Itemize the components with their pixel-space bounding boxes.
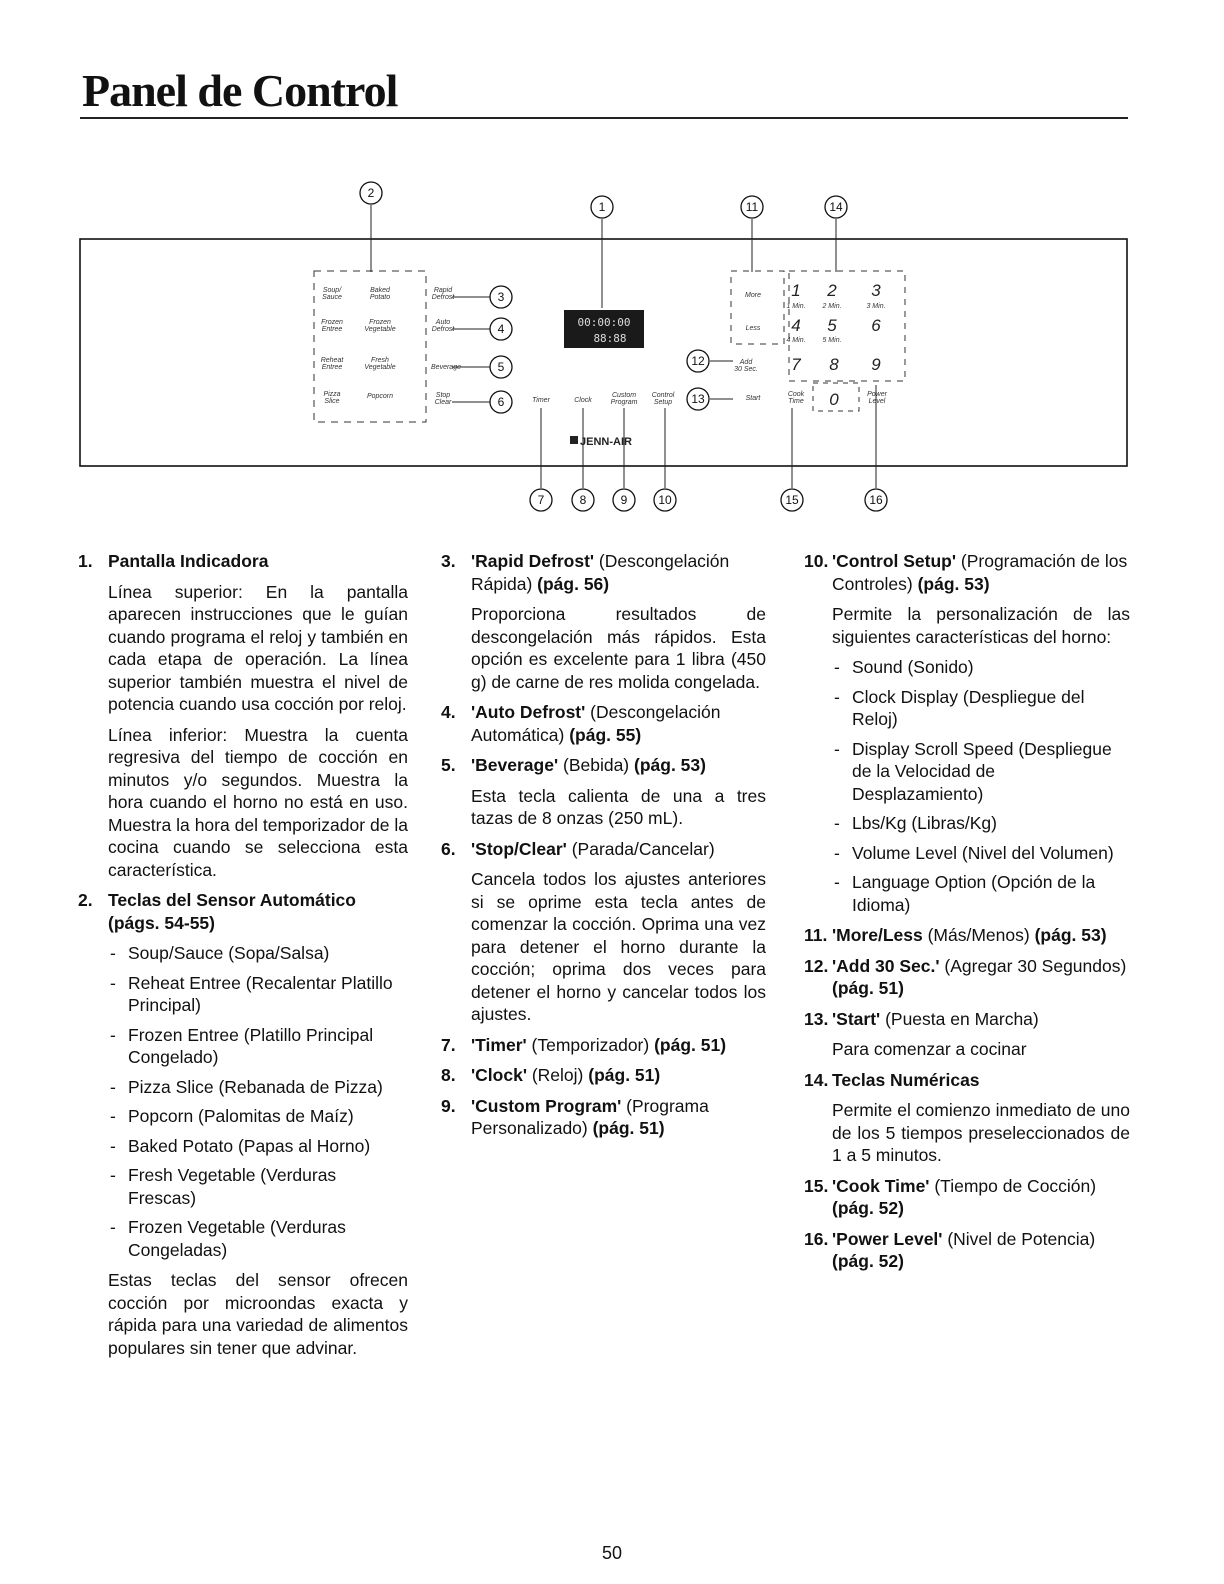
control-setup-key-label: Control Setup [651, 392, 675, 406]
list-item: - Display Scroll Speed (Despliegue de la Velocidad de Desplazamiento) [832, 738, 1130, 806]
keypad-digit: 1 [791, 281, 801, 300]
item-number: 12. [804, 955, 829, 976]
callout-2 [360, 182, 382, 204]
callout-number: 10 [658, 493, 672, 507]
list-item: - Clock Display (Despliegue del Reloj) [832, 686, 1130, 731]
list-item: - Lbs/Kg (Libras/Kg) [832, 812, 1130, 835]
cook-time-key-label: Cook Time [787, 391, 805, 405]
timer-key-label: Timer [532, 397, 550, 404]
item-9 [441, 1095, 766, 1140]
sensor-key-label: Reheat Entree [320, 357, 344, 371]
keypad-digit: 3 [871, 281, 881, 300]
item-key: 'Cook Time' [832, 1175, 930, 1196]
item-desc: (Agregar 30 Segundos) [939, 955, 1127, 976]
power-level-key-label: Power Level [867, 391, 887, 405]
callout-number: 7 [537, 493, 545, 507]
display-line-bottom: 88:88 [593, 332, 627, 345]
item-5 [441, 754, 766, 777]
side-key-label: Stop Clear [434, 392, 452, 406]
callout-7 [530, 489, 552, 511]
item-1-para-bottom: Línea inferior: Muestra la cuenta regresiva del tiempo de cocción en minutos y/o segundos. Muestra la hora cuando el horno no está en uso. Muestra la hora del temporizador de la cocina cuando se selecciona esta característica. [108, 724, 408, 880]
keypad-digit: 4 [791, 316, 801, 335]
keypad-digit: 5 [827, 316, 837, 335]
item-number: 1. [78, 551, 93, 571]
panel-outline [80, 239, 1127, 466]
item-key: 'Timer' [471, 1034, 527, 1055]
more-key-label: More [745, 292, 761, 299]
callout-12 [687, 350, 709, 372]
item-title: Pantalla Indicadora [108, 551, 269, 571]
item-key: 'Power Level' [832, 1228, 943, 1249]
sensor-key-label: Soup/ Sauce [322, 287, 342, 301]
item-number: 15. [804, 1175, 829, 1196]
sensor-key-label: Baked Potato [369, 287, 391, 301]
item-6 [441, 838, 766, 861]
item-key: 'Rapid Defrost' [471, 551, 595, 571]
item-10-para: Permite la personalización de las siguientes características del horno: [832, 604, 1130, 647]
item-number: 2. [78, 890, 93, 910]
item-desc: (Descongelación Automática) [471, 702, 721, 745]
keypad-sublabel: 3 Min. [866, 303, 886, 310]
sensor-key-label: Frozen Entree [321, 319, 343, 333]
item-number: 3. [441, 551, 456, 571]
item-key: 'Custom Program' [471, 1095, 622, 1116]
custom-program-key-label: Custom Program [610, 392, 638, 406]
callout-1 [591, 196, 613, 218]
keypad-box [789, 271, 905, 381]
callout-9 [613, 489, 635, 511]
keypad-sublabel: 5 Min. [822, 337, 842, 344]
item-desc: (Programación de los Controles) [832, 551, 1128, 594]
item-ref: (pág. 56) [537, 573, 610, 594]
item-2-para: Estas teclas del sensor ofrecen cocción por microondas exacta y rápida para una variedad de alimentos populares sin tener que advinar. [108, 1270, 408, 1358]
item-key: 'Stop/Clear' [471, 838, 567, 859]
item-desc: (Programa Personalizado) [471, 1095, 709, 1138]
item-key: 'Start' [832, 1008, 881, 1029]
start-key-label: Start [745, 395, 761, 402]
item-3 [441, 550, 766, 595]
callout-number: 8 [579, 493, 587, 507]
add-30-sec-key-label: Add 30 Sec. [734, 359, 758, 373]
item-ref: (pág. 52) [832, 1198, 904, 1218]
keypad-digit: 7 [791, 355, 801, 374]
list-item: - Frozen Entree (Platillo Principal Congelado) [108, 1024, 408, 1069]
item-desc: (Tiempo de Cocción) [929, 1175, 1097, 1196]
display-line-top: 00:00:00 [577, 316, 631, 329]
item-desc: (Parada/Cancelar) [566, 838, 715, 859]
item-number: 4. [441, 702, 456, 722]
item-1-para-top: Línea superior: En la pantalla aparecen instrucciones que le guían cuando programa el reloj y también en cada etapa de operación. La línea superior también muestra el nivel de potencia cuando usa cocción por reloj. [108, 581, 408, 714]
item-title: Teclas del Sensor Automático (págs. 54-55) [108, 890, 356, 933]
callout-4 [490, 318, 512, 340]
more-less-box [731, 271, 784, 344]
item-number: 16. [804, 1228, 829, 1249]
column-1 [78, 550, 408, 1367]
callout-number: 11 [745, 200, 759, 214]
item-ref: (pág. 51) [592, 1118, 665, 1138]
column-3 [804, 550, 1130, 1281]
callout-13 [687, 388, 709, 410]
item-desc: (Temporizador) [526, 1034, 655, 1055]
callout-number: 5 [497, 360, 505, 374]
item-ref: (pág. 51) [654, 1034, 727, 1055]
item-number: 14. [804, 1069, 829, 1090]
item-number: 5. [441, 755, 456, 775]
item-12 [804, 955, 1130, 1000]
item-number: 10. [804, 551, 829, 571]
callout-16 [865, 489, 887, 511]
callout-11 [741, 196, 763, 218]
number-keypad [786, 281, 885, 409]
less-key-label: Less [745, 325, 761, 332]
brand-logo-mark [570, 436, 578, 444]
list-item: - Soup/Sauce (Sopa/Salsa) [108, 942, 408, 965]
item-14-para: Permite el comienzo inmediato de uno de los 5 tiempos preseleccionados de 1 a 5 minutos. [832, 1100, 1130, 1165]
list-item: - Volume Level (Nivel del Volumen) [832, 842, 1130, 865]
sensor-key-list [108, 942, 408, 1261]
item-1 [78, 550, 408, 573]
sensor-key-label: Popcorn [366, 393, 394, 400]
item-number: 8. [441, 1065, 456, 1085]
item-11 [804, 924, 1130, 947]
item-ref: (pág. 55) [569, 724, 642, 745]
callout-number: 1 [598, 200, 606, 214]
item-key: 'Control Setup' [832, 551, 957, 571]
item-ref: (pág. 53) [917, 573, 990, 594]
list-item: - Sound (Sonido) [832, 656, 1130, 679]
item-key: 'More/Less [832, 925, 923, 945]
callout-number: 12 [691, 354, 705, 368]
item-title: Teclas Numéricas [832, 1069, 980, 1090]
item-ref: (pág. 52) [832, 1251, 904, 1271]
item-7 [441, 1034, 766, 1057]
control-setup-list [832, 656, 1130, 916]
control-panel-diagram [0, 0, 1224, 520]
item-number: 11. [804, 925, 828, 945]
list-item: - Popcorn (Palomitas de Maíz) [108, 1105, 408, 1128]
callout-number: 4 [497, 322, 505, 336]
column-2 [441, 550, 766, 1148]
list-item: - Language Option (Opción de la Idioma) [832, 871, 1130, 916]
callout-8 [572, 489, 594, 511]
item-desc: (Descongelación Rápida) [471, 551, 730, 594]
item-ref: (pág. 53) [1034, 925, 1107, 945]
keypad-sublabel: 1 Min. [786, 303, 806, 310]
list-item: - Fresh Vegetable (Verduras Frescas) [108, 1164, 408, 1209]
item-6-para: Cancela todos los ajustes anteriores si se oprime esta tecla antes de comenzar la cocción. Oprima una vez para detener el horno durante la cocción; oprima dos veces para detener el horno y cancelar todos los ajustes. [471, 869, 766, 1024]
list-item: - Reheat Entree (Recalentar Platillo Principal) [108, 972, 408, 1017]
item-desc: (Más/Menos) [922, 925, 1035, 945]
callout-15 [781, 489, 803, 511]
item-14 [804, 1069, 1130, 1092]
keypad-digit: 8 [829, 355, 839, 374]
page-title: Panel de Control [82, 65, 398, 116]
callout-number: 13 [691, 392, 705, 406]
item-key: 'Auto Defrost' [471, 702, 586, 722]
item-key: 'Beverage' [471, 755, 559, 775]
callout-number: 16 [869, 493, 883, 507]
item-5-para: Esta tecla calienta de una a tres tazas de 8 onzas (250 mL). [471, 785, 766, 828]
side-key-label: Rapid Defrost [431, 287, 455, 301]
list-item: - Frozen Vegetable (Verduras Congeladas) [108, 1216, 408, 1261]
item-15 [804, 1175, 1130, 1220]
item-desc: (Reloj) [526, 1065, 589, 1085]
item-13-para: Para comenzar a cocinar [832, 1039, 1027, 1059]
item-desc: (Puesta en Marcha) [880, 1008, 1039, 1029]
item-10 [804, 550, 1130, 595]
item-key: 'Add 30 Sec.' [832, 955, 940, 976]
item-number: 13. [804, 1008, 829, 1029]
callout-10 [654, 489, 676, 511]
list-item: - Baked Potato (Papas al Horno) [108, 1135, 408, 1158]
clock-key-label: Clock [574, 397, 592, 404]
item-2 [78, 889, 408, 934]
sensor-key-label: Fresh Vegetable [364, 357, 396, 371]
item-4 [441, 701, 766, 746]
keypad-digit: 2 [827, 281, 837, 300]
side-key-label: Auto Defrost [431, 319, 455, 333]
page-number: 50 [601, 1543, 623, 1563]
keypad-digit: 9 [871, 355, 881, 374]
callout-number: 15 [785, 493, 799, 507]
item-desc: (Bebida) [558, 755, 634, 775]
callout-number: 6 [497, 395, 505, 409]
item-desc: (Nivel de Potencia) [942, 1228, 1096, 1249]
keypad-digit: 0 [829, 390, 839, 409]
item-number: 6. [441, 838, 456, 859]
sensor-key-label: Frozen Vegetable [364, 319, 396, 333]
item-number: 9. [441, 1095, 456, 1116]
keypad-sublabel: 2 Min. [822, 303, 842, 310]
callout-number: 14 [829, 200, 843, 214]
item-13 [804, 1008, 1130, 1031]
item-8 [441, 1064, 766, 1087]
item-ref: (pág. 51) [832, 978, 904, 998]
list-item: - Pizza Slice (Rebanada de Pizza) [108, 1076, 408, 1099]
item-ref: (pág. 53) [634, 755, 706, 775]
callout-number: 3 [497, 290, 505, 304]
callout-6 [490, 391, 512, 413]
callout-number: 2 [367, 186, 375, 200]
sensor-key-label: Pizza Slice [323, 391, 341, 405]
callout-number: 9 [620, 493, 628, 507]
item-16 [804, 1228, 1130, 1273]
callout-5 [490, 356, 512, 378]
callout-3 [490, 286, 512, 308]
brand-name: JENN-AIR [580, 436, 632, 448]
item-ref: (pág. 51) [588, 1065, 661, 1085]
keypad-digit: 6 [871, 316, 881, 335]
keypad-sublabel: 4 Min. [786, 337, 806, 344]
item-number: 7. [441, 1034, 456, 1055]
side-key-label: Beverage [431, 364, 461, 371]
item-key: 'Clock' [471, 1065, 527, 1085]
callout-14 [825, 196, 847, 218]
item-3-para: Proporciona resultados de descongelación más rápidos. Esta opción es excelente para 1 libra (450 g) de carne de res molida congelada. [471, 604, 766, 692]
